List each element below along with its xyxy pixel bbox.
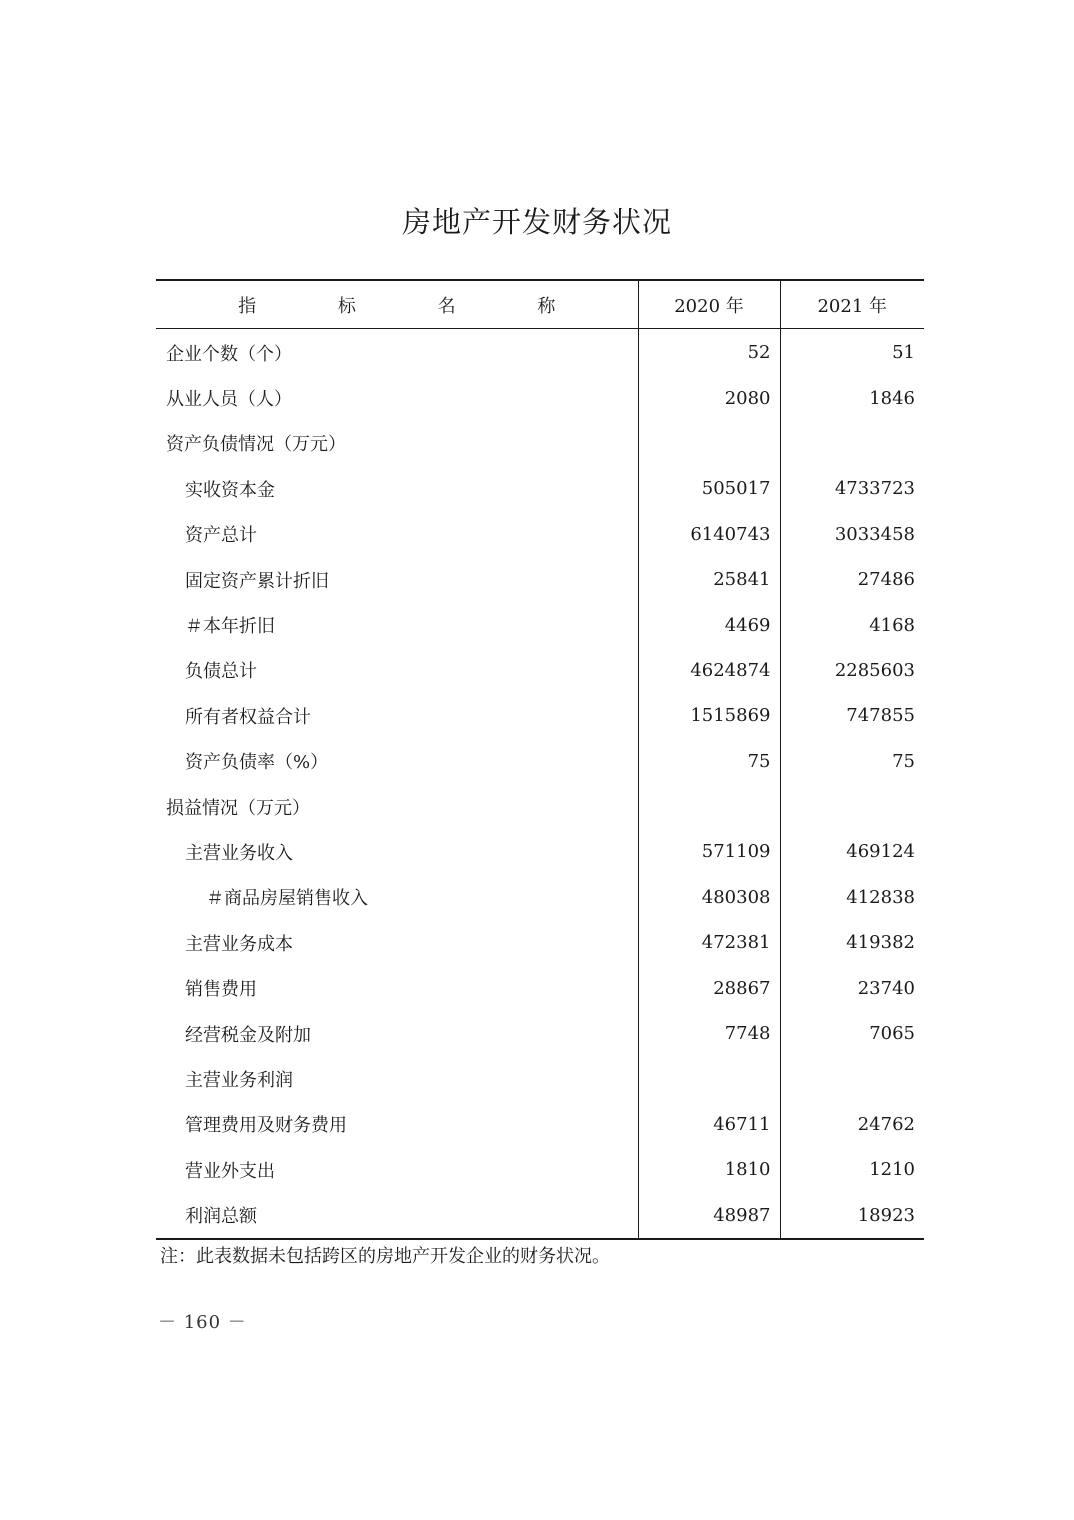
row-label: 主营业务利润 [185, 1069, 293, 1091]
value-2021: 4733723 [780, 466, 924, 511]
value-2020 [638, 1056, 780, 1101]
table-row [156, 875, 924, 920]
table-row [156, 375, 924, 420]
financial-table [156, 279, 924, 1240]
value-2021: 419382 [780, 920, 924, 965]
table-row [156, 1192, 924, 1238]
row-label: 负债总计 [185, 661, 257, 683]
value-2020: 4624874 [638, 648, 780, 693]
table-row [156, 784, 924, 829]
row-label: 主营业务收入 [185, 842, 293, 864]
table-row [156, 1011, 924, 1056]
row-label: 主营业务成本 [185, 933, 293, 955]
row-label: 企业个数（个） [166, 343, 292, 365]
value-2020: 28867 [638, 965, 780, 1010]
value-2021: 2285603 [780, 648, 924, 693]
row-label: 经营税金及附加 [185, 1024, 311, 1046]
table-row [156, 421, 924, 466]
value-2020: 505017 [638, 466, 780, 511]
table-row [156, 466, 924, 511]
value-2021: 23740 [780, 965, 924, 1010]
page-number: － 160 － [158, 1312, 247, 1333]
value-2020: 25841 [638, 557, 780, 602]
value-2021: 4168 [780, 602, 924, 647]
value-2020: 1515869 [638, 693, 780, 738]
value-2020: 571109 [638, 829, 780, 874]
value-2021: 469124 [780, 829, 924, 874]
value-2021 [780, 784, 924, 829]
table-row [156, 829, 924, 874]
row-label: 实收资本金 [185, 479, 275, 501]
value-2021: 75 [780, 739, 924, 784]
row-label: ＃商品房屋销售收入 [206, 888, 368, 910]
row-label: 资产总计 [185, 525, 257, 547]
header-year-2021: 2021 年 [780, 280, 924, 329]
value-2021: 747855 [780, 693, 924, 738]
value-2021: 18923 [780, 1192, 924, 1238]
value-2021: 7065 [780, 1011, 924, 1056]
value-2020: 7748 [638, 1011, 780, 1056]
table-row [156, 1102, 924, 1147]
value-2020: 48987 [638, 1192, 780, 1238]
table-row [156, 739, 924, 784]
header-indicator-name: 指 标 名 称 [156, 280, 638, 329]
row-label: 营业外支出 [185, 1160, 275, 1182]
value-2020: 472381 [638, 920, 780, 965]
table-row [156, 693, 924, 738]
value-2020: 6140743 [638, 512, 780, 557]
row-label: 管理费用及财务费用 [185, 1115, 347, 1137]
value-2020 [638, 784, 780, 829]
value-2021 [780, 421, 924, 466]
table-row [156, 602, 924, 647]
row-label: 资产负债情况（万元） [166, 434, 346, 456]
value-2021: 1210 [780, 1147, 924, 1192]
value-2020: 1810 [638, 1147, 780, 1192]
value-2021: 3033458 [780, 512, 924, 557]
value-2021: 51 [780, 329, 924, 376]
row-label: 从业人员（人） [166, 389, 292, 411]
page-title: 房地产开发财务状况 [401, 205, 672, 239]
row-label: 利润总额 [185, 1206, 257, 1228]
value-2021: 24762 [780, 1102, 924, 1147]
value-2021: 412838 [780, 875, 924, 920]
value-2020: 46711 [638, 1102, 780, 1147]
row-label: 所有者权益合计 [185, 706, 311, 728]
table-row [156, 1147, 924, 1192]
value-2020: 52 [638, 329, 780, 376]
value-2020 [638, 421, 780, 466]
row-label: 固定资产累计折旧 [185, 570, 329, 592]
value-2021: 27486 [780, 557, 924, 602]
value-2020: 2080 [638, 375, 780, 420]
value-2021: 1846 [780, 375, 924, 420]
value-2020: 75 [638, 739, 780, 784]
value-2020: 480308 [638, 875, 780, 920]
table-footnote: 注：此表数据未包括跨区的房地产开发企业的财务状况。 [160, 1246, 610, 1267]
table-row [156, 648, 924, 693]
header-year-2020: 2020 年 [638, 280, 780, 329]
row-label: 损益情况（万元） [166, 797, 310, 819]
table-header-row [156, 280, 924, 329]
row-label: 销售费用 [185, 979, 257, 1001]
row-label: ＃本年折旧 [185, 616, 275, 638]
row-label: 资产负债率（%） [185, 752, 329, 774]
table-row [156, 557, 924, 602]
value-2020: 4469 [638, 602, 780, 647]
value-2021 [780, 1056, 924, 1101]
table-row [156, 920, 924, 965]
table-row [156, 329, 924, 376]
table-row [156, 512, 924, 557]
table-row [156, 1056, 924, 1101]
table-row [156, 965, 924, 1010]
